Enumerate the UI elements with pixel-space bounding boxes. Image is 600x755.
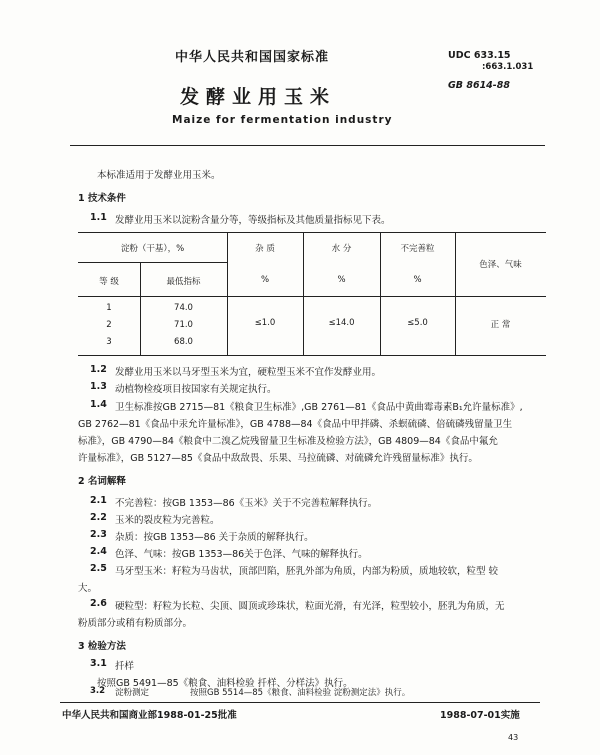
title-chinese: 发酵业用玉米 (180, 86, 337, 108)
gb-number: GB 8614-88 (448, 80, 510, 91)
clause-1-3-text: 动植物检疫项目按国家有关规定执行。 (115, 384, 277, 395)
imperfect-value: ≤5.0 (407, 318, 428, 328)
clause-1-1-num: 1.1 (90, 212, 107, 223)
clause-2-1-num: 2.1 (90, 495, 107, 506)
unit-impurity: % (260, 275, 270, 285)
min-3: 68.0 (174, 337, 193, 347)
clause-1-4-line3: 标准》，GB 4790—84《粮食中二溴乙烷残留量卫生标准及检验方法》，GB 4809—84《食品中氟允 (78, 436, 498, 447)
clause-1-4-line2: GB 2762—81《食品中汞允许量标准》，GB 4788—84《食品中甲拌磷、杀螟硫磷、倍硫磷残留量卫生 (78, 419, 513, 430)
clause-3-2-num: 3.2 (90, 686, 106, 696)
clause-2-5-line1: 马牙型玉米：籽粒为马齿状，顶部凹陷，胚乳外部为角质，内部为粉质，质地较软，粒型 较 (115, 566, 499, 577)
clause-2-6-line2: 粉质部分或稍有粉质部分。 (78, 618, 193, 629)
standard-org: 中华人民共和国国家标准 (175, 50, 330, 65)
clause-2-2-text: 玉米的裂皮粒为完善粒。 (115, 515, 220, 526)
min-2: 71.0 (174, 320, 193, 330)
clause-2-4-num: 2.4 (90, 546, 107, 557)
clause-3-1-text: 按照GB 5491—85《粮食、油料检验 扦样、分样法》执行。 (97, 678, 353, 689)
clause-1-2-text: 发酵业用玉米以马牙型玉米为宜，硬粒型玉米不宜作发酵业用。 (115, 367, 382, 378)
clause-1-1-text: 发酵业用玉米以淀粉含量分等，等级指标及其他质量指标见下表。 (115, 215, 391, 226)
clause-3-1-num: 3.1 (90, 658, 107, 669)
intro-text: 本标准适用于发酵业用玉米。 (97, 170, 221, 181)
title-english: Maize for fermentation industry (172, 114, 393, 126)
clause-2-2-num: 2.2 (90, 512, 107, 523)
udc-code-cont: :663.1.031 (482, 62, 534, 72)
clause-2-4-text: 色泽、气味：按GB 1353—86关于色泽、气味的解释执行。 (115, 549, 368, 560)
implementation-date: 1988-07-01实施 (440, 710, 520, 721)
unit-moisture: % (337, 275, 346, 285)
clause-1-4-line4: 许量标准》，GB 5127—85《食品中敌敌畏、乐果、马拉硫磷、对硫磷允许残留量标准》执行。 (78, 453, 478, 464)
clause-2-5-num: 2.5 (90, 563, 107, 574)
grade-3: 3 (106, 337, 112, 347)
header-impurity: 杂 质 (255, 244, 275, 254)
section2-heading: 2 名词解释 (78, 476, 126, 487)
header-color-odor: 色泽、气味 (479, 260, 522, 270)
clause-2-6-num: 2.6 (90, 598, 107, 609)
grade-2: 2 (106, 320, 112, 330)
header-grade: 等 级 (99, 277, 119, 287)
clause-2-5-line2: 大。 (78, 583, 98, 594)
moisture-value: ≤14.0 (328, 318, 355, 328)
footer-rule (60, 702, 540, 703)
grade-1: 1 (106, 303, 112, 313)
color-value: 正 常 (490, 320, 511, 330)
header-imperfect: 不完善粒 (400, 244, 435, 254)
impurity-value: ≤1.0 (254, 318, 276, 328)
clause-3-2-text: 按照GB 5514—85《粮食、油料检验 淀粉测定法》执行。 (190, 688, 411, 698)
udc-code: UDC 633.15 (448, 50, 511, 61)
clause-3-1-title: 扦样 (115, 661, 135, 672)
clause-2-1-text: 不完善粒：按GB 1353—86《玉米》关于不完善粒解释执行。 (115, 498, 378, 509)
clause-1-3-num: 1.3 (90, 381, 107, 392)
page-number: 43 (508, 733, 519, 742)
approval-line: 中华人民共和国商业部1988-01-25批准 (62, 710, 237, 721)
header-rule (70, 145, 545, 146)
section3-heading: 3 检验方法 (78, 641, 126, 652)
unit-imperfect: % (413, 275, 422, 285)
clause-2-3-text: 杂质：按GB 1353—86 关于杂质的解释执行。 (115, 532, 314, 543)
header-starch: 淀粉（干基），% (120, 244, 185, 254)
header-min: 最低指标 (166, 277, 201, 287)
clause-1-2-num: 1.2 (90, 364, 107, 375)
min-1: 74.0 (174, 303, 193, 313)
header-moisture: 水 分 (331, 244, 352, 254)
clause-1-4-line1: 卫生标准按GB 2715—81《粮食卫生标准》,GB 2761—81《食品中黄曲霉毒素B₁允许量标准》, (115, 402, 523, 413)
clause-2-3-num: 2.3 (90, 529, 107, 540)
clause-3-2-title: 淀粉测定 (115, 688, 150, 698)
section1-heading: 1 技术条件 (78, 193, 126, 204)
clause-1-4-num: 1.4 (90, 399, 107, 410)
clause-2-6-line1: 硬粒型：籽粒为长粒、尖顶、圆顶或珍珠状，粒面光滑，有光泽，粒型较小，胚乳为角质，无 (115, 601, 505, 612)
